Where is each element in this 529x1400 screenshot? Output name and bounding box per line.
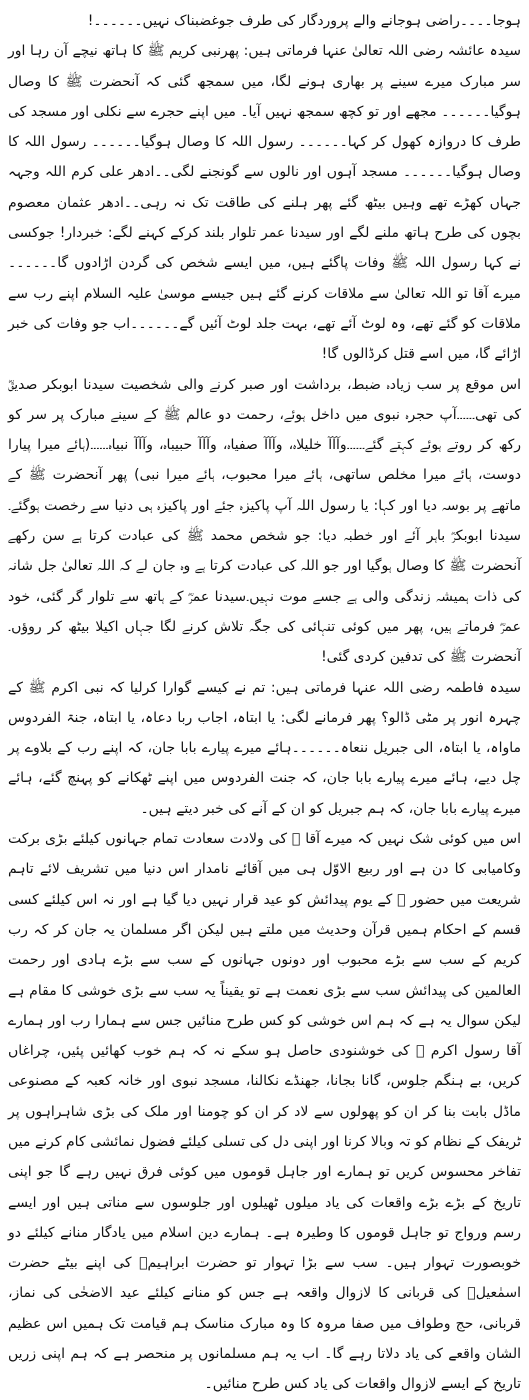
article-paragraph-5: اس میں کوئی شک نہیں کہ میرے آقا ﷺ کی ولادت سعادت تمام جہانوں کیلئے بڑی برکت وکامیابی کا دن ہے اور ربیع الاوّل ہی میں آقائے نامدار اس دنیا میں تشریف لائے تاہم شریعت میں حضور ﷺ کے یوم پیدائش کو عید قرار نہیں دیا گیا ہے اور نہ اس کیلئے کسی قسم کے احکام ہمیں قرآن وحدیث میں ملتے ہیں لیکن اگر مسلمان یہ جان کر کہ رب کریم کے سب سے بڑے محبوب اور دونوں جہانوں کے سب سے بڑے ہادی اور رحمت العالمین کی پیدائش سب سے بڑی نعمت ہے تو یقیناً یہ سب سے بڑی خوشی کا مقام ہے لیکن سوال یہ ہے کہ ہم اس خوشی کو کس طرح منائیں جس سے ہمارا رب اور ہمارے آقا رسول اکرم ﷺ کی خوشنودی حاصل ہو سکے نہ کہ ہم خوب کھائیں پئیں، چراغاں کریں، بے ہنگم جلوس، گانا بجانا، جھنڈے نکالنا، مسجد نبوی اور خانہ کعبہ کے مصنوعی ماڈل بابت بنا کر ان کو پھولوں سے لاد کر ان کو چومنا اور ملک کی بڑی شاہراہوں پر ٹریفک کے نظام کو تہ وبالا کرنا اور اپنی دل کی تسلی کیلئے فضول نمائشی کام کرنے میں تفاخر محسوس کریں تو ہمارے اور جاہل قوموں میں کوئی فرق نہیں رہے گا جو اپنی تاریخ کے بڑے بڑے واقعات کی یاد میلوں ٹھیلوں اور جلوسوں سے مناتی ہیں اور ایسے رسم ورواج تو جاہل قوموں کا وطیرہ ہے۔ ہمارے دین اسلام میں یادگار منانے کیلئے دو خوبصورت تہوار ہیں۔ سب سے بڑا تہوار تو حضرت ابراہیمؑ کی اپنے بیٹے حضرت اسمٰعیلؑ کی قربانی کا لازوال واقعہ ہے جس کو منانے کیلئے عید الاضحٰی کی نماز، قربانی، حج وطواف میں صفا مروہ کا وہ مبارک مناسک ہم قیامت تک ہمیں اس عظیم الشان واقعے کی یاد دلاتا رہے گا۔ اب یہ ہم مسلمانوں پر منحصر ہے کہ ہم اپنی زریں تاریخ کے ایسے لازوال واقعات کی یاد کس طرح منائیں۔ xyxy=(8,831,521,1393)
article-paragraph-1: ہوجا۔۔۔۔راضی ہوجانے والے پروردگار کی طرف جوغضبناک نہیں۔۔۔۔۔۔! xyxy=(87,13,521,29)
article-paragraph-2: سیدہ عائشہ رضی اللہ تعالیٰ عنہا فرماتی ہیں: پھرنبی کریم ﷺ کا ہاتھ نیچے آن رہا اور سر مبارک میرے سینے پر بھاری ہونے لگا، میں سمجھ گئی کہ آنحضرت ﷺ کا وصال ہوگیا۔۔۔۔۔۔ مجھے اور تو کچھ سمجھ نہیں آیا۔ میں اپنے حجرے سے نکلی اور مسجد کی طرف کا دروازہ کھول کر کہا۔۔۔۔۔۔ رسول اللہ کا وصال ہوگیا۔۔۔۔۔۔ رسول اللہ کا وصال ہوگیا۔۔۔۔۔۔ مسجد آہوں اور نالوں سے گونجنے لگی۔۔ادھر علی کرم اللہ وجہہ جہاں کھڑے تھے وہیں بیٹھ گئے پھر ہلنے کی طاقت تک نہ رہی۔۔ادھر عثمان معصوم بچوں کی طرح ہاتھ ملنے لگے اور سیدنا عمر تلوار بلند کرکے کہنے لگے: خبردار! جوکسی نے کہا رسول اللہ ﷺ وفات پاگئے ہیں، میں ایسے شخص کی گردن اڑادوں گا۔۔۔۔۔۔ میرے آقا تو اللہ تعالیٰ سے ملاقات کرنے گئے ہیں جیسے موسیٰ علیہ السلام اپنے رب سے ملاقات کو گئے تھے، وہ لوٹ آئے تھے، بہت جلد لوٹ آئیں گے۔۔۔۔۔۔اب جو وفات کی خبر اڑائے گا، میں اسے قتل کرڈالوں گا! xyxy=(8,43,521,363)
article-paragraph-4: سیدہ فاطمہ رضی اللہ عنہا فرماتی ہیں: تم نے کیسے گوارا کرلیا کہ نبی اکرم ﷺ کے چہرہ انور پر مٹی ڈالو؟ پھر فرمانے لگی: یا ابتاہ، اجاب ربا دعاہ، یا ابتاہ، جنۃ الفردوس ماواہ، یا ابتاہ، الی جبریل ننعاہ۔۔۔۔۔۔ہائے میرے پیارے بابا جان، کہ اپنے رب کے بلاوے پر چل دیے، ہائے میرے پیارے بابا جان، کہ جنت الفردوس میں اپنے ٹھکانے کو پہنچ گئے، ہائے میرے پیارے بابا جان، کہ ہم جبریل کو ان کے آنے کی خبر دیتے ہیں۔ xyxy=(8,679,521,817)
article-paragraph-3: اس موقع پر سب زیادہ ضبط، برداشت اور صبر کرنے والی شخصیت سیدنا ابوبکر صدیقؓ کی تھی۔۔۔۔۔۔آپ حجرہ نبوی میں داخل ہوئے، رحمت دو عالم ﷺ کے سینے مبارک پر سر کو رکھ کر روتے ہوئے کہتے گئے۔۔۔۔۔۔وآآآ خلیلاہ، وآآآ صفیاہ، وآآآ حبیباہ، وآآآ نبیاہ۔۔۔۔۔۔(ہائے میرا پیارا دوست، ہائے میرا مخلص ساتھی، ہائے میرا محبوب، ہائے میرا نبی) پھر آنحضرت ﷺ کے ماتھے پر بوسہ دیا اور کہا: یا رسول اللہ آپ پاکیزہ جئے اور پاکیزہ ہی دنیا سے رخصت ہوگئے۔سیدنا ابوبکرؓ باہر آئے اور خطبہ دیا: جو شخص محمد ﷺ کی عبادت کرتا ہے سن رکھے آنحضرت ﷺ کا وصال ہوگیا اور جو اللہ کی عبادت کرتا ہے وہ جان لے کہ اللہ تعالیٰ جل شانہ کی ذات ہمیشہ زندگی والی ہے جسے موت نہیں۔سیدنا عمرؓ کے ہاتھ سے تلوار گر گئی، خود عمرؓ فرماتے ہیں، پھر میں کوئی تنہائی کی جگہ تلاش کرنے لگا جہاں اکیلا بیٹھ کر روؤں۔آنحضرت ﷺ کی تدفین کردی گئی! xyxy=(8,376,521,666)
